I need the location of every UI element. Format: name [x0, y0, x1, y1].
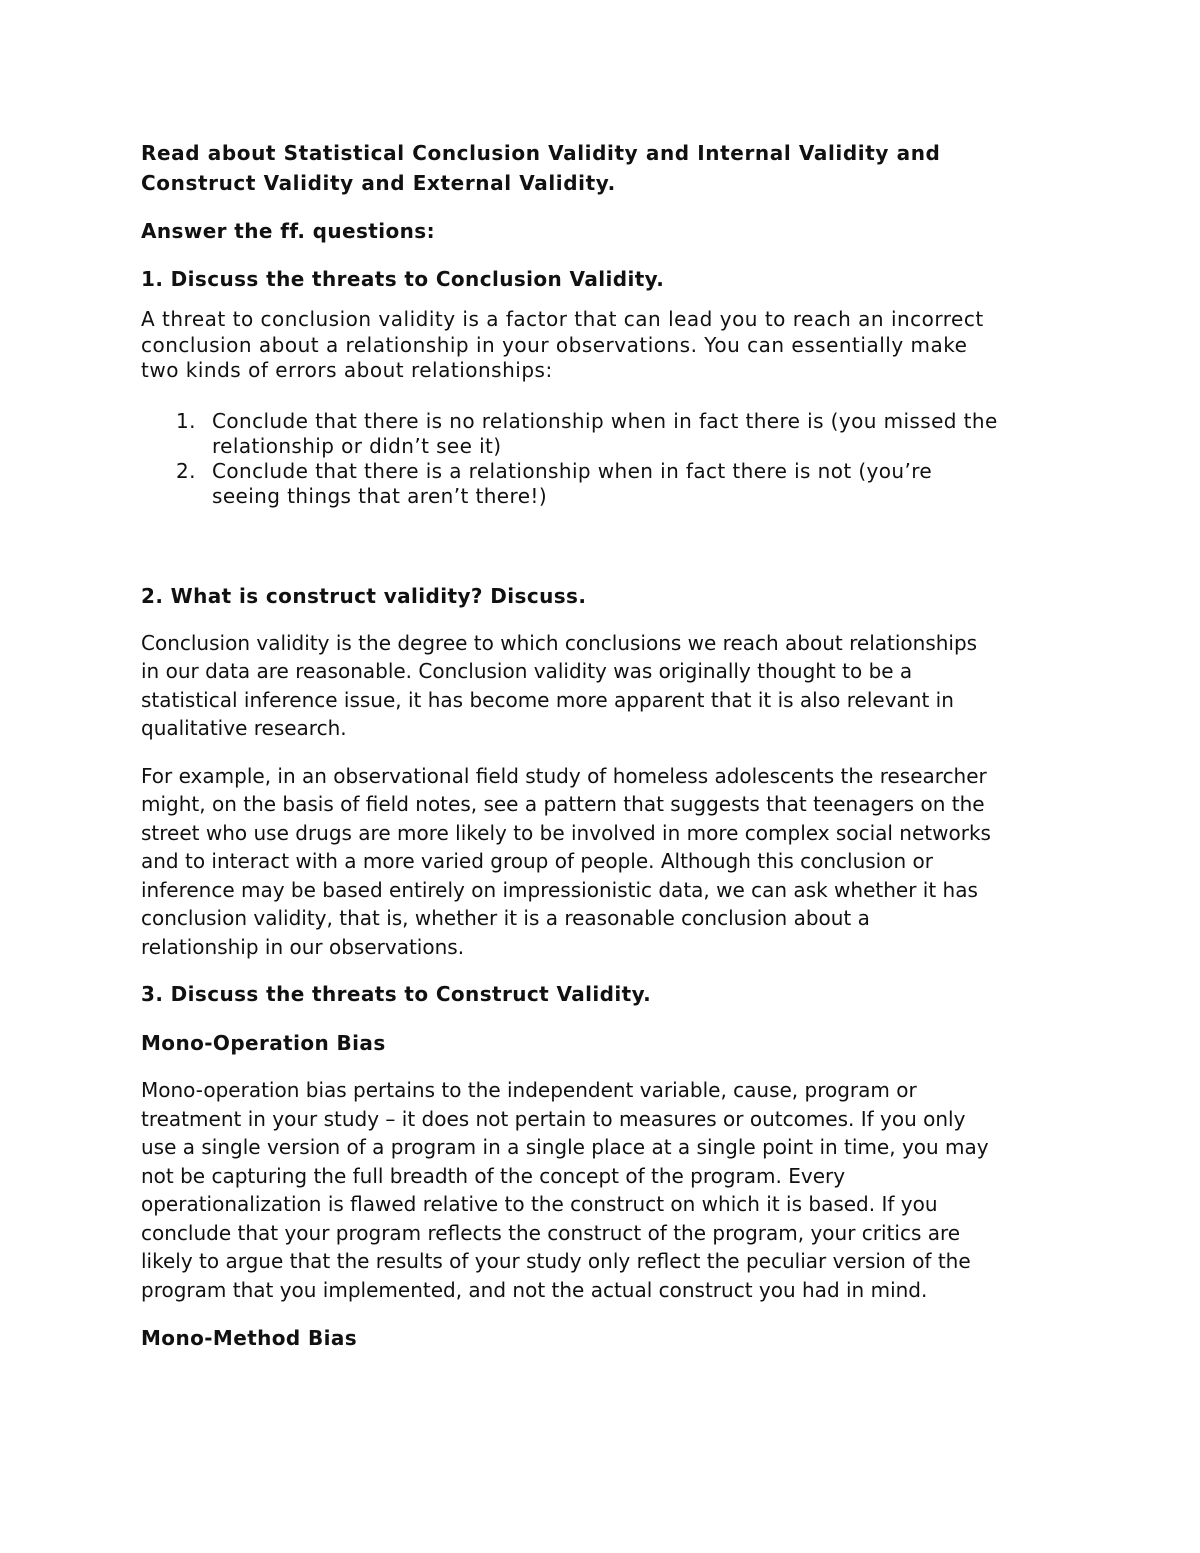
q2-para1-line: in our data are reasonable. Conclusion validity was originally thought to be a	[141, 659, 913, 683]
q2-para1-line: statistical inference issue, it has become more apparent that it is also relevant in	[141, 687, 954, 712]
q2-para2-line: inference may be based entirely on impressionistic data, we can ask whether it has	[141, 877, 978, 902]
q2-para1-line: qualitative research.	[141, 716, 347, 740]
mono-operation-bias-paragraph	[141, 1076, 1071, 1304]
q2-paragraph-2	[141, 762, 1071, 962]
document-page	[141, 138, 1071, 1353]
list-item-line: Conclude that there is no relationship when in fact there is (you missed the	[212, 408, 998, 433]
list-item	[141, 459, 1071, 509]
mono-operation-bias-heading: Mono-Operation Bias	[141, 1031, 386, 1055]
q3-heading: 3. Discuss the threats to Construct Validity.	[141, 982, 652, 1006]
error-types-list	[141, 409, 1071, 509]
q2-para1-line: Conclusion validity is the degree to which conclusions we reach about relationships	[141, 630, 978, 655]
q2-para2-line: relationship in our observations.	[141, 934, 465, 959]
q1-para-line: two kinds of errors about relationships:	[141, 358, 553, 382]
q3-para-line: operationalization is flawed relative to the construct on which it is based. If you	[141, 1192, 938, 1216]
answer-label: Answer the ff. questions:	[141, 219, 436, 243]
q2-paragraph-1	[141, 629, 1071, 743]
q2-para2-line: For example, in an observational field study of homeless adolescents the researcher	[141, 763, 987, 788]
q2-para2-line: might, on the basis of field notes, see a pattern that suggests that teenagers on the	[141, 792, 985, 816]
q3-para-line: use a single version of a program in a single place at a single point in time, you may	[141, 1135, 989, 1159]
intro-instruction	[141, 138, 1071, 198]
q2-para2-line: conclusion validity, that is, whether it is a reasonable conclusion about a	[141, 906, 870, 930]
q3-para-line: not be capturing the full breadth of the concept of the program. Every	[141, 1163, 846, 1188]
list-item-number: 1.	[176, 408, 196, 433]
list-item-line: relationship or didn’t see it)	[212, 433, 502, 458]
list-item-line: seeing things that aren’t there!)	[212, 483, 548, 508]
q3-para-line: program that you implemented, and not the actual construct you had in mind.	[141, 1277, 928, 1302]
intro-line-2: Construct Validity and External Validity.	[141, 171, 616, 195]
q2-heading: 2. What is construct validity? Discuss.	[141, 583, 587, 608]
list-item	[141, 409, 1071, 459]
q2-para2-line: and to interact with a more varied group of people. Although this conclusion or	[141, 849, 933, 873]
q3-para-line: treatment in your study – it does not pertain to measures or outcomes. If you only	[141, 1106, 966, 1131]
q1-heading: 1. Discuss the threats to Conclusion Validity.	[141, 267, 665, 291]
q3-para-line: conclude that your program reflects the construct of the program, your critics are	[141, 1220, 961, 1245]
intro-line-1: Read about Statistical Conclusion Validity and Internal Validity and	[141, 141, 941, 165]
q3-para-line: Mono-operation bias pertains to the independent variable, cause, program or	[141, 1078, 917, 1102]
q2-para2-line: street who use drugs are more likely to be involved in more complex social networks	[141, 820, 991, 845]
q1-para-line: A threat to conclusion validity is a factor that can lead you to reach an incorrect	[141, 307, 984, 331]
mono-method-bias-heading: Mono-Method Bias	[141, 1326, 358, 1350]
list-item-line: Conclude that there is a relationship when in fact there is not (you’re	[212, 458, 933, 483]
list-item-number: 2.	[176, 458, 196, 483]
q1-paragraph	[141, 307, 1071, 384]
q3-para-line: likely to argue that the results of your study only reflect the peculiar version of the	[141, 1249, 971, 1273]
q1-para-line: conclusion about a relationship in your observations. You can essentially make	[141, 332, 968, 357]
